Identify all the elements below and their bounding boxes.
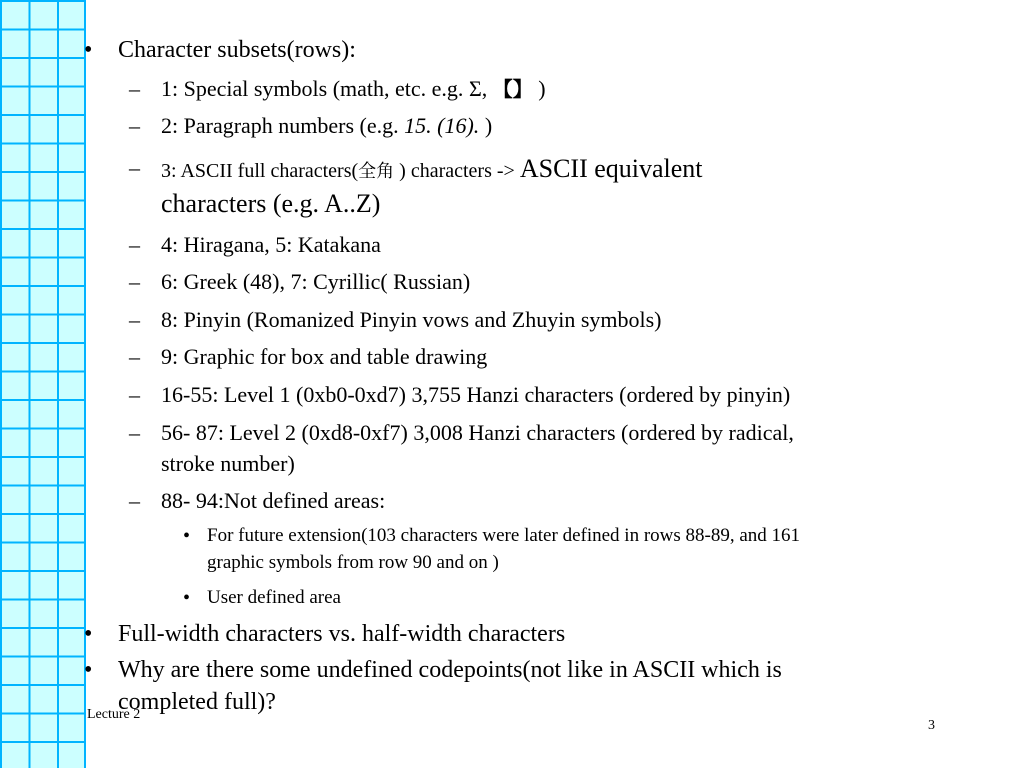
dash-marker: –	[129, 155, 140, 180]
text-segment: )	[532, 76, 546, 101]
sub-item-level-2-continued: stroke number)	[161, 451, 295, 476]
example-italic: (16).	[437, 113, 480, 138]
sub-sub-item-future-extension-continued: graphic symbols from row 90 and on )	[207, 552, 499, 573]
sub-item-level-1: 16-55: Level 1 (0xb0-0xd7) 3,755 Hanzi characters (ordered by pinyin)	[161, 382, 791, 407]
sub-item-hiragana: 4: Hiragana, 5: Katakana	[161, 232, 381, 257]
text-segment: 3: ASCII full characters(	[161, 160, 359, 182]
dash-marker: –	[129, 344, 140, 369]
bullet-marker: •	[183, 587, 191, 609]
dash-marker: –	[129, 382, 140, 407]
sub-item-level-2: 56- 87: Level 2 (0xd8-0xf7) 3,008 Hanzi characters (ordered by radical,	[161, 420, 794, 445]
text-segment: 1: Special symbols (math, etc. e.g.	[161, 76, 469, 101]
dash-marker: –	[129, 269, 140, 294]
sub-item-ascii-full-continued: characters (e.g. A..Z)	[161, 189, 381, 218]
dash-marker: –	[129, 420, 140, 445]
sigma-symbol: Σ	[468, 76, 482, 101]
text-segment: 2: Paragraph numbers (e.g.	[161, 113, 405, 138]
example-italic: 15.	[404, 113, 432, 138]
lenticular-brackets: 【】	[492, 77, 533, 101]
sub-item-greek: 6: Greek (48), 7: Cyrillic( Russian)	[161, 269, 471, 294]
footer-page-number: 3	[928, 718, 935, 733]
text-segment: ) characters ->	[394, 160, 520, 182]
sub-item-graphic: 9: Graphic for box and table drawing	[161, 344, 488, 369]
sub-sub-item-future-extension: For future extension(103 characters were later defined in rows 88-89, and 161	[207, 525, 801, 546]
footer-lecture-label: Lecture 2	[87, 707, 141, 722]
dash-marker: –	[129, 307, 140, 332]
bullet-full-width: Full-width characters vs. half-width characters	[118, 621, 566, 647]
bullet-marker: •	[183, 525, 191, 547]
bullet-marker: •	[84, 37, 93, 63]
bullet-undefined-codepoints-continued: completed full)?	[118, 689, 276, 715]
sub-item-not-defined: 88- 94:Not defined areas:	[161, 488, 386, 513]
cjk-term: 全角	[358, 161, 395, 182]
sub-item-ascii-full	[161, 156, 703, 182]
bullet-marker: •	[84, 621, 93, 647]
bullet-undefined-codepoints: Why are there some undefined codepoints(not like in ASCII which is	[118, 657, 782, 683]
sub-item-pinyin: 8: Pinyin (Romanized Pinyin vows and Zhuyin symbols)	[161, 307, 662, 332]
ascii-equivalent-text: ASCII equivalent	[519, 154, 703, 183]
bullet-character-subsets: Character subsets(rows):	[118, 37, 356, 63]
dash-marker: –	[129, 232, 140, 257]
sub-item-special-symbols	[161, 78, 546, 100]
dash-marker: –	[129, 76, 140, 101]
text-segment: )	[479, 113, 493, 138]
dash-marker: –	[129, 113, 140, 138]
bullet-marker: •	[84, 657, 93, 683]
sub-item-paragraph-numbers	[161, 115, 492, 137]
sub-sub-item-user-defined: User defined area	[207, 587, 341, 608]
dash-marker: –	[129, 488, 140, 513]
text-segment: ,	[481, 76, 493, 101]
